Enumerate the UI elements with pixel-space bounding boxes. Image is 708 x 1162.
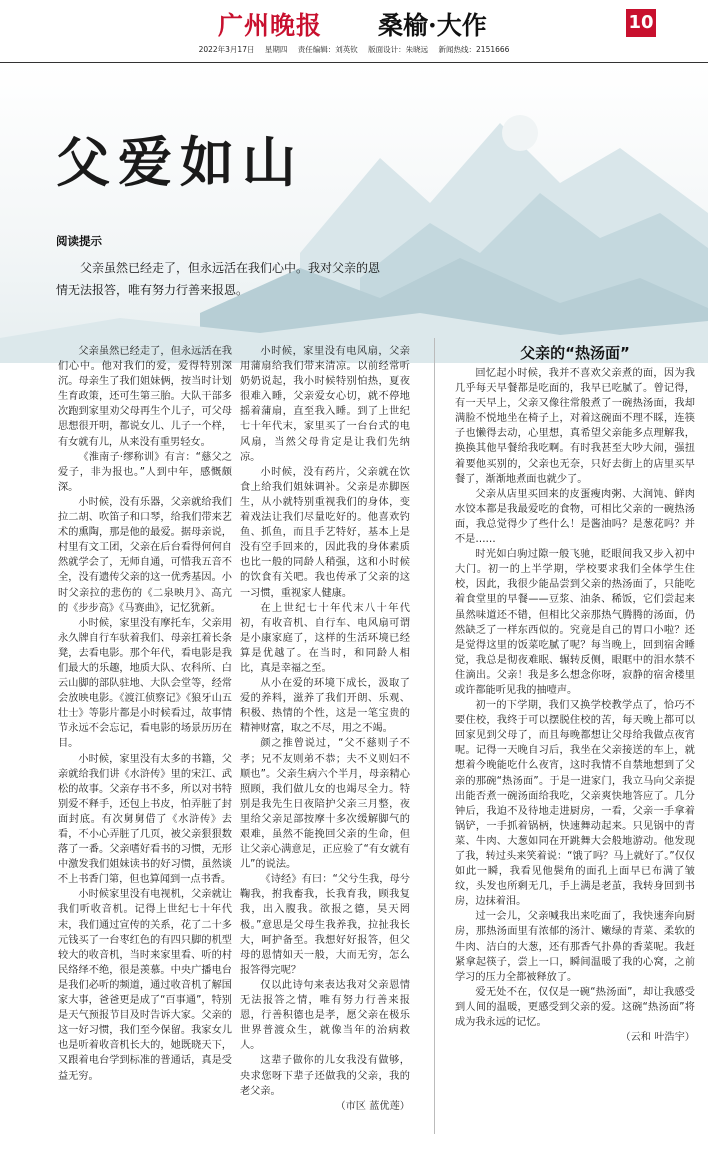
paragraph: 父亲虽然已经走了，但永远活在我们心中。他对我们的爱，爱得特别深沉。母亲生了我们姐妹俩，按当时计划生育政策，还可生第三胎。大队干部多次跑到家里劝父母再生个儿子，可父母思想很开明，都说女儿、儿子一个样，有女就有儿，从来没有重男轻女。 <box>58 346 232 448</box>
paragraph: 小时候，没有药片，父亲就在饮食上给我们姐妹调补。父亲是赤脚医生，从小就特别重视我们的身体，变着戏法让我们尽量吃好的。他喜欢钓鱼、抓鱼，而且手艺特好，基本上是没有空手回来的，因此我的身体素质也比一般的同龄人稍强，这和小时候的饮食有关吧。我也传承了父亲的这一习惯，重视家人健康。 <box>240 466 410 599</box>
lead-label: 阅读提示 <box>56 234 102 248</box>
paragraph: 《淮南子·缪称训》有言：“慈父之爱子，非为报也。”人到中年，感慨颇深。 <box>58 451 232 493</box>
paragraph: 过一会儿，父亲喊我出来吃面了，我快速奔向厨房，那热汤面里有浓郁的汤汁、嫩绿的青菜、柔软的牛肉、洁白的大葱，还有那香气扑鼻的香菜呢。我赶紧拿起筷子，尝上一口，瞬间温暖了我的心窝，之前学习的压力全都被释放了。 <box>455 911 695 983</box>
paragraph: 小时候，没有乐器，父亲就给我们拉二胡、吹笛子和口琴，给我们带来艺术的熏陶，那是他的最爱。据母亲说，村里有文工团，父亲在后台看得何何自然就学会了，无师自通，可惜我五音不全，没有遗传父亲的这一优秀基因。小时父亲拉的悲伤的《二泉映月》、高亢的《步步高》《马赛曲》，记忆犹新。 <box>58 496 232 614</box>
paragraph: 回忆起小时候，我并不喜欢父亲煮的面，因为我几乎每天早餐都是吃面的，我早已吃腻了。曾记得，有一天早上，父亲又像往常般煮了一碗热汤面，我却满脸不悦地坐在椅子上，对着这碗面不理不睬，连筷子也懒得去动，心里想，真希望父亲能多点理解我，换换其他早餐给我吃啊。有时我甚至大吵大闹，强扭着要他买别的，父亲也无奈，只好去街上的店里买早餐了，渐渐地煮面也就少了。 <box>455 368 695 485</box>
paragraph: 《诗经》有曰：“父兮生我，母兮鞠我，拊我畜我，长我育我，顾我复我，出入腹我。欲报之德，昊天罔极。”意思是父母生我养我，拉扯我长大，呵护备至。我想好好报答，但父母的恩情如天一般，大而无穷，怎么报答得完呢？ <box>240 874 410 976</box>
section-name: 桑榆·大作 <box>378 11 487 40</box>
author-signature: （云和 叶浩宇） <box>620 1032 695 1044</box>
masthead <box>0 0 708 63</box>
paragraph: 父亲从店里买回来的皮蛋瘦肉粥、大润饨、鲜肉水饺本都是我最爱吃的食物，可相比父亲的一碗热汤面，我总觉得少了些什么！是酱油吗？是葱花吗？并不是…… <box>455 488 695 546</box>
mountain-banner <box>0 63 708 363</box>
mountain-illustration <box>0 63 708 363</box>
sub-article-title: 父亲的“热汤面” <box>520 344 630 362</box>
paragraph: 初一的下学期，我们又换学校教学点了，恰巧不要住校，我终于可以摆脱住校的苦，每天晚上都可以回家见到父母了，而且每晚都想让父母给我做点夜宵呢。记得一天晚自习后，我坐在父亲接送的车上，就想着今晚能吃什么夜宵，这时我情不自禁地想到了父亲的那碗“热汤面”。于是一进家门，我立马向父亲提出能否煮一碗汤面给我吃，父亲爽快地答应了。几分钟后，我迫不及待地走进厨房，一看，父亲一手拿着锅铲，一手抓着锅柄，快速舞动起来。只见锅中的青菜、牛肉、大葱如同在开跳舞大会般地游动。他发现了我，转过头来笑着说：“饿了吗？马上就好了。”仅仅如此一瞬，我看见他鬓角的面孔上面早已布满了皱纹，头发也所剩无几，手上满是老茧，我转身回到书房，边抹着泪。 <box>455 700 695 908</box>
paragraph: 小时候，家里没有太多的书籍，父亲就给我们讲《水浒传》里的宋江、武松的故事。父亲存书不多，所以对书特别爱不释手，还包上书皮，怕弄脏了封面封底。有次舅舅借了《水浒传》去看，不小心弄脏了几页，被父亲狠狠数落了一番。父亲嗜好看书的习惯，无形中激发我们姐妹读书的好习惯，虽然谈不上书香门第，但也算闻到一点书香。 <box>58 753 232 886</box>
author-signature: （市区 蓝优莲） <box>335 1100 410 1112</box>
article-column-3 <box>455 366 695 1045</box>
paragraph: 小时候，家里没有电风扇，父亲用蒲扇给我们带来清凉。以前经常听奶奶说起，我小时候特别怕热，夏夜很难入睡，父亲爱女心切，就不停地摇着蒲扇，直至我入睡。到了上世纪七十年代末，家里买了一台台式的电风扇，当然父母肯定是让我们先纳凉。 <box>240 346 410 463</box>
lead-text: 父亲虽然已经走了，但永远活在我们心中。我对父亲的恩情无法报答，唯有努力行善来报恩。 <box>56 261 381 297</box>
column-divider <box>434 338 435 1134</box>
paragraph: 爱无处不在，仅仅是一碗“热汤面”，却让我感受到人间的温暖，更感受到父亲的爱。这碗“热汤面”将成为我永远的记忆。 <box>455 986 695 1029</box>
paragraph: 在上世纪七十年代末八十年代初，有收音机、自行车、电风扇可谓是小康家庭了，这样的生活环境已经算是优越了。在当时，和同龄人相比，真是幸福之至。 <box>240 602 410 674</box>
article-column-2 <box>240 344 410 1114</box>
paragraph: 时光如白驹过隙一般飞驰，眨眼间我又步入初中大门。初一的上半学期，学校要求我们全体学生住校，因此，我很少能品尝到父亲的热汤面了，只能吃着食堂里的早餐——豆浆、油条、稀饭，它们尝起来虽然味道还不错，但相比父亲那热气腾腾的汤面，仍然缺乏了一样东西似的。究竟是自己的胃口小啦？还是觉得这里的饭菜吃腻了呢？每当晚上，回到宿舍睡觉，我总是彻夜难眠、辗转反侧，眼眶中的泪水禁不住滴出。父亲！我是多么想念你呀，寂静的宿舍楼里或许都能听见我的抽噎声。 <box>455 549 695 696</box>
article-column-1 <box>58 344 232 1084</box>
paragraph: 小时候家里没有电视机，父亲就让我们听收音机。记得上世纪七十年代末，我们通过宣传的关系，花了二十多元钱买了一台枣红色的有四只脚的机型较大的收音机，当时来家里看、听的村民络绎不绝，很是羡慕。中央广播电台是我们必听的频道，通过收音机了解国家大事，爸爸更是成了“百事通”，特别是天气预报节目及时告诉大家。父亲的这一好习惯，我们至今保留。我家女儿也是听着收音机长大的，她既晓天下，又跟着电台学到标准的普通话，真是受益无穷。 <box>58 889 232 1082</box>
paragraph: 仅以此诗句来表达我对父亲恩情无法报答之情，唯有努力行善来报恩，行善积德也是孝，愿父亲在极乐世界普渡众生，就像当年的治病救人。 <box>240 979 410 1052</box>
newspaper-logo: 广州晚报 <box>218 11 323 40</box>
page-number-badge: 10 <box>626 9 656 37</box>
paragraph: 小时候，家里没有摩托车，父亲用永久牌自行车驮着我们、母亲扛着长条凳，去看电影。那个年代，看电影是我们最大的乐趣，地质大队、农科所、白云山脚的部队驻地、大队会堂等，经常会放映电影。《渡江侦察记》《狼牙山五壮士》等影片都是小时候看过，故事情节永远不会忘记，看电影的场景历历在目。 <box>58 617 232 750</box>
news-hotline: 新闻热线：2151666 <box>438 45 510 54</box>
paragraph: 这辈子做你的儿女我没有做够，央求您呀下辈子还做我的父亲，我的老父亲。 <box>240 1055 410 1097</box>
paragraph: 从小在爱的环境下成长，汲取了爱的养料，滋养了我们开朗、乐观、积极、热情的个性，这是一笔宝贵的精神财富，取之不尽，用之不竭。 <box>240 678 410 735</box>
issue-weekday: 星期四 <box>264 45 288 54</box>
masthead-meta <box>0 44 708 55</box>
article-title: 父爱如山 <box>56 130 304 194</box>
editor-credit: 责任编辑：刘英钦 <box>297 45 358 54</box>
paragraph: 颜之推曾说过，“父不慈则子不孝；兄不友则弟不恭；夫不义则妇不顺也”。父亲生病六个半月，母亲精心照顾，我们做儿女的也竭尽全力。特别是我先生日夜陪护父亲三月整，夜里给父亲足部按摩十多次缓解脚气的艰难，虽然不能挽回父亲的生命，但让父亲心满意足，正应验了“有女就有儿”的说法。 <box>240 738 410 871</box>
issue-date: 2022年3月17日 <box>198 45 255 54</box>
designer-credit: 版面设计：朱晓远 <box>368 45 429 54</box>
